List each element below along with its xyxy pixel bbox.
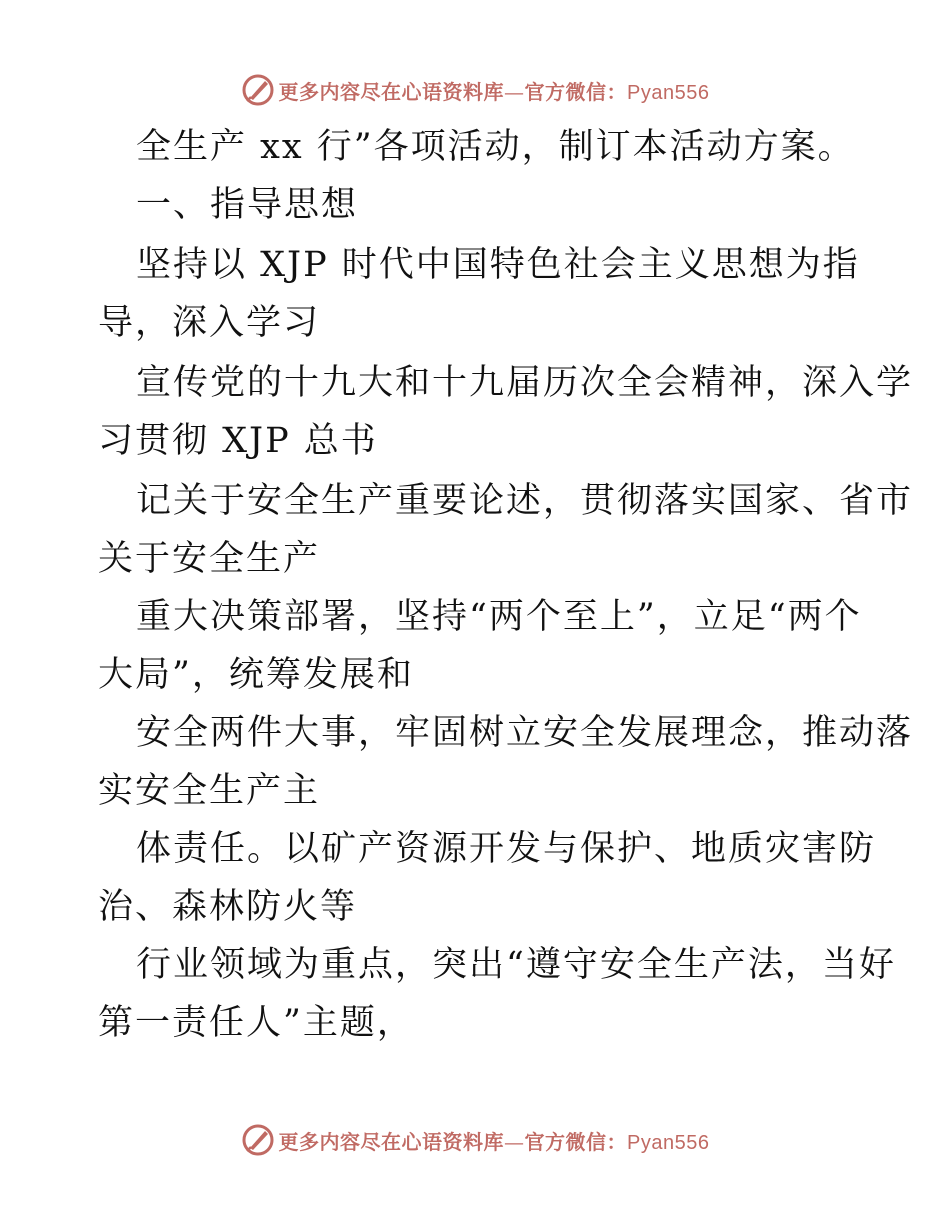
text-line: 习贯彻 XJP 总书	[98, 421, 378, 461]
text-line: 安全两件大事，牢固树立安全发展理念，推动落	[136, 713, 914, 753]
text-line: 重大决策部署，坚持“两个至上”，立足“两个	[136, 597, 862, 637]
watermark-banner-top	[0, 70, 950, 110]
section-heading: 一、指导思想	[136, 185, 359, 225]
watermark-banner-bottom	[0, 1120, 950, 1160]
text-line: 大局”，统筹发展和	[98, 655, 414, 695]
wechat-id: Pyan556	[627, 1131, 710, 1154]
text-line: 坚持以 XJP 时代中国特色社会主义思想为指	[136, 245, 860, 285]
wechat-id: Pyan556	[627, 81, 710, 104]
text-line: 实安全生产主	[98, 771, 321, 811]
text-line: 记关于安全生产重要论述，贯彻落实国家、省市	[136, 481, 914, 521]
text-line: 全生产 xx 行”各项活动，制订本活动方案。	[136, 127, 855, 167]
watermark-text: 更多内容尽在心语资料库—官方微信：Pyan556	[278, 1129, 710, 1154]
text-line: 第一责任人”主题，	[98, 1003, 414, 1043]
text-line: 宣传党的十九大和十九届历次全会精神，深入学	[136, 363, 914, 403]
quill-logo-icon	[241, 1123, 275, 1157]
watermark-text: 更多内容尽在心语资料库—官方微信：Pyan556	[278, 79, 710, 104]
text-line: 治、森林防火等	[98, 887, 358, 927]
text-line: 导，深入学习	[98, 303, 321, 343]
text-line: 关于安全生产	[98, 539, 321, 579]
quill-logo-icon	[241, 73, 275, 107]
text-line: 行业领域为重点，突出“遵守安全生产法，当好	[136, 945, 896, 985]
text-line: 体责任。以矿产资源开发与保护、地质灾害防	[136, 829, 877, 869]
